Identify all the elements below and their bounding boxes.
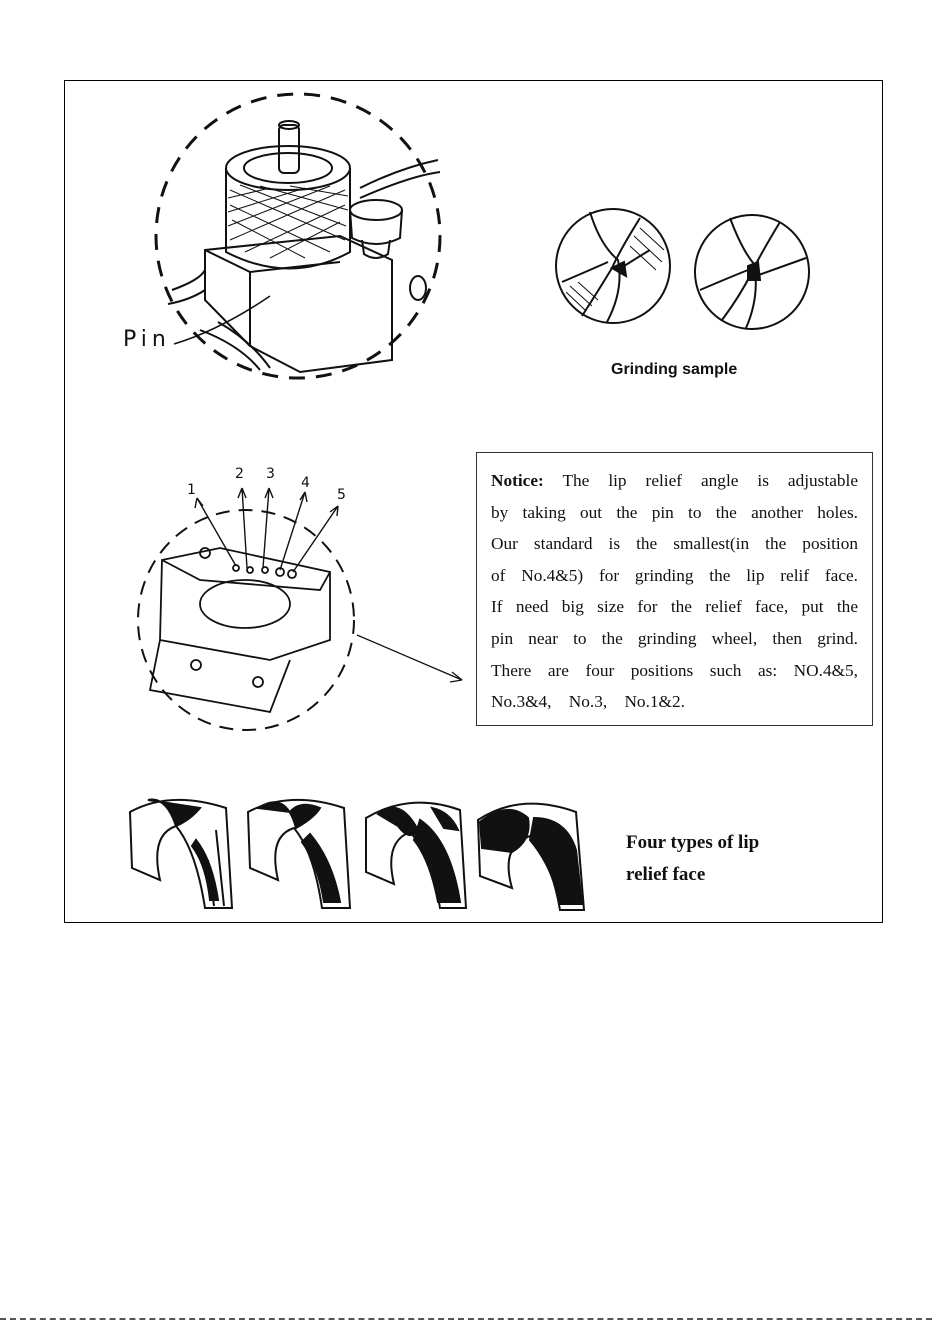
lip-relief-face-3: [366, 803, 466, 908]
hole-number-3: 3: [266, 466, 275, 482]
notice-line-4: of No.4&5) for grinding the lip relif face.: [491, 565, 858, 585]
lip-relief-face-2: [248, 800, 350, 908]
hole-number-labels: [187, 466, 346, 503]
notice-box: [476, 452, 873, 726]
lip-relief-caption-line-2: relief face: [626, 864, 706, 885]
hole-number-5: 5: [337, 487, 346, 503]
notice-line-1: [491, 465, 858, 497]
notice-text-1: The lip relief angle is adjustable: [562, 471, 858, 490]
notice-line-8: No.3&4, No.3, No.1&2.: [491, 692, 685, 712]
lip-relief-face-4: [478, 804, 584, 910]
notice-line-6: pin near to the grinding wheel, then grind.: [491, 628, 858, 648]
grinding-sample-caption: Grinding sample: [611, 361, 738, 378]
lip-relief-caption-line-1: Four types of lip: [626, 832, 760, 853]
notice-line-5: If need big size for the relief face, put the: [491, 597, 858, 617]
lip-relief-face-drawings: [130, 800, 584, 910]
hole-positions-illustration: [138, 488, 462, 730]
lip-relief-caption: [626, 827, 759, 891]
pin-closeup-illustration: [156, 94, 440, 378]
notice-line-2: by taking out the pin to the another holes.: [491, 502, 858, 522]
notice-heading: Notice:: [491, 471, 544, 490]
lip-relief-face-1: [130, 800, 232, 908]
page-bottom-dashed-rule: [0, 1318, 932, 1320]
pin-label: Pin: [123, 327, 171, 352]
hole-number-4: 4: [301, 475, 310, 491]
hole-number-1: 1: [187, 482, 196, 498]
notice-line-3: Our standard is the smallest(in the position: [491, 534, 858, 554]
grinding-sample-diagrams: [556, 209, 809, 329]
notice-line-7: There are four positions such as: NO.4&5,: [491, 660, 858, 680]
hole-number-2: 2: [235, 466, 244, 482]
